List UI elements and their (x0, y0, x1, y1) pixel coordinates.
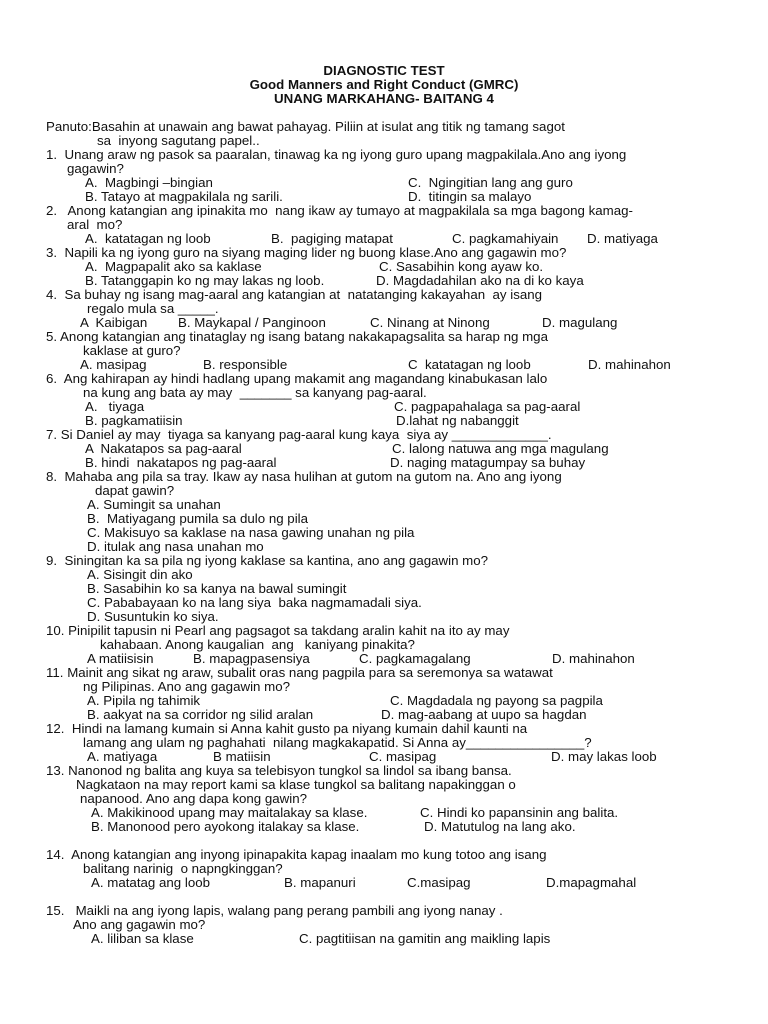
answer-choice: C. pagkamagalang (359, 651, 471, 666)
answer-choice: D. may lakas loob (551, 749, 657, 764)
answer-choice: A. Makikinood upang may maitalakay sa klase. (91, 805, 368, 820)
question-stem: 14. Anong katangian ang inyong ipinapakita kapag inaalam mo kung totoo ang isang (46, 847, 547, 862)
answer-choice: C. Sasabihin kong ayaw ko. (379, 259, 544, 274)
answer-choice: A. matatag ang loob (91, 875, 211, 890)
answer-choice: A matiisisin (87, 651, 154, 666)
question-stem: 2. Anong katangian ang ipinakita mo nang ikaw ay tumayo at magpakilala sa mga bagong kamag- (46, 203, 633, 218)
answer-choice: A. liliban sa klase (91, 931, 194, 946)
question-stem: 7. Si Daniel ay may tiyaga sa kanyang pag-aaral kung kaya siya ay _____________. (46, 427, 552, 442)
answer-choice: A Kaibigan (80, 315, 148, 330)
question-stem: 11. Mainit ang sikat ng araw, subalit oras nang pagpila para sa seremonya sa watawat (46, 665, 553, 680)
answer-choice: B. mapagpasensiya (193, 651, 310, 666)
question-stem: 12. Hindi na lamang kumain si Anna kahit gusto pa niyang kumain dahil kaunti na (46, 721, 528, 736)
answer-choice: B. Tatayo at magpakilala ng sarili. (85, 189, 283, 204)
answer-choice: C katatagan ng loob (408, 357, 531, 372)
answer-choice: C. Pababayaan ko na lang siya baka nagmamadali siya. (87, 595, 422, 610)
answer-choice: D.lahat ng nabanggit (396, 413, 519, 428)
question-stem: 6. Ang kahirapan ay hindi hadlang upang makamit ang magandang kinabukasan lalo (46, 371, 548, 386)
answer-choice: B. aakyat na sa corridor ng silid aralan (87, 707, 314, 722)
question-stem: kaklase at guro? (83, 343, 181, 358)
answer-choice: A. Pipila ng tahimik (87, 693, 201, 708)
question-stem: na kung ang bata ay may _______ sa kanyang pag-aaral. (83, 385, 427, 400)
question-stem: 8. Mahaba ang pila sa tray. Ikaw ay nasa hulihan at gutom na gutom na. Ano ang iyong (46, 469, 562, 484)
question-stem: 10. Pinipilit tapusin ni Pearl ang pagsagot sa takdang aralin kahit na ito ay may (46, 623, 510, 638)
question-stem: 3. Napili ka ng iyong guro na siyang maging lider ng buong klase.Ano ang gagawin mo? (46, 245, 567, 260)
answer-choice: B matiisin (213, 749, 271, 764)
answer-choice: B. responsible (203, 357, 288, 372)
answer-choice: A. Sumingit sa unahan (87, 497, 221, 512)
answer-choice: D. matiyaga (587, 231, 658, 246)
answer-choice: A. Magbingi –bingian (85, 175, 213, 190)
answer-choice: D. magulang (542, 315, 618, 330)
question-stem: kahabaan. Anong kaugalian ang kaniyang pinakita? (100, 637, 415, 652)
answer-choice: C.masipag (407, 875, 471, 890)
question-stem: 13. Nanonod ng balita ang kuya sa telebisyon tungkol sa lindol sa ibang bansa. (46, 763, 512, 778)
answer-choice: A. matiyaga (87, 749, 158, 764)
instructions-line: Panuto:Basahin at unawain ang bawat pahayag. Piliin at isulat ang titik ng tamang sagot (46, 119, 565, 134)
answer-choice: B. Matiyagang pumila sa dulo ng pila (87, 511, 309, 526)
question-stem: dapat gawin? (95, 483, 175, 498)
answer-choice: B. mapanuri (284, 875, 356, 890)
answer-choice: D. mahinahon (552, 651, 635, 666)
question-stem: 9. Siningitan ka sa pila ng iyong kaklase sa kantina, ano ang gagawin mo? (46, 553, 489, 568)
question-stem: lamang ang ulam ng paghahati nilang magkakapatid. Si Anna ay________________? (83, 735, 592, 750)
answer-choice: A. Sisingit din ako (87, 567, 193, 582)
answer-choice: D. naging matagumpay sa buhay (390, 455, 586, 470)
test-title: DIAGNOSTIC TEST (323, 63, 445, 78)
answer-choice: A. Magpapalit ako sa kaklase (85, 259, 262, 274)
instructions-line: sa inyong sagutang papel.. (97, 133, 260, 148)
answer-choice: A. katatagan ng loob (85, 231, 211, 246)
question-stem: Ano ang gagawin mo? (73, 917, 206, 932)
answer-choice: B. Maykapal / Panginoon (178, 315, 326, 330)
question-stem: balitang narinig o napngkinggan? (83, 861, 283, 876)
answer-choice: C. lalong natuwa ang mga magulang (392, 441, 609, 456)
question-stem: 15. Maikli na ang iyong lapis, walang pang perang pambili ang iyong nanay . (46, 903, 503, 918)
answer-choice: A. tiyaga (85, 399, 145, 414)
answer-choice: A. masipag (80, 357, 147, 372)
answer-choice: B. Manonood pero ayokong italakay sa klase. (91, 819, 360, 834)
question-stem: Nagkataon na may report kami sa klase tungkol sa balitang napakinggan o (76, 777, 516, 792)
answer-choice: C. Ngingitian lang ang guro (408, 175, 573, 190)
answer-choice: C. masipag (369, 749, 437, 764)
answer-choice: B. pagiging matapat (271, 231, 393, 246)
answer-choice: C. pagkamahiyain (452, 231, 559, 246)
answer-choice: C. pagpapahalaga sa pag-aaral (394, 399, 581, 414)
answer-choice: C. Ninang at Ninong (370, 315, 490, 330)
question-stem: ng Pilipinas. Ano ang gagawin mo? (83, 679, 290, 694)
answer-choice: B. Tatanggapin ko ng may lakas ng loob. (85, 273, 325, 288)
answer-choice: C. Hindi ko papansinin ang balita. (420, 805, 619, 820)
question-stem: aral mo? (67, 217, 123, 232)
answer-choice: D. Susuntukin ko siya. (87, 609, 219, 624)
answer-choice: B. pagkamatiisin (85, 413, 183, 428)
question-stem: 4. Sa buhay ng isang mag-aaral ang katangian at natatanging kakayahan ay isang (46, 287, 543, 302)
answer-choice: D. itulak ang nasa unahan mo (87, 539, 264, 554)
answer-choice: C. Makisuyo sa kaklase na nasa gawing unahan ng pila (87, 525, 415, 540)
answer-choice: D. Matutulog na lang ako. (424, 819, 576, 834)
question-stem: regalo mula sa _____. (87, 301, 219, 316)
answer-choice: C. pagtitiisan na gamitin ang maikling lapis (299, 931, 551, 946)
answer-choice: D. mag-aabang at uupo sa hagdan (381, 707, 587, 722)
answer-choice: B. hindi nakatapos ng pag-aaral (85, 455, 277, 470)
answer-choice: B. Sasabihin ko sa kanya na bawal sumingit (87, 581, 347, 596)
test-grade-level: UNANG MARKAHANG- BAITANG 4 (274, 91, 494, 106)
answer-choice: D. titingin sa malayo (408, 189, 532, 204)
question-stem: napanood. Ano ang dapa kong gawin? (80, 791, 307, 806)
answer-choice: C. Magdadala ng payong sa pagpila (390, 693, 603, 708)
question-stem: gagawin? (67, 161, 124, 176)
answer-choice: D. Magdadahilan ako na di ko kaya (376, 273, 584, 288)
answer-choice: D. mahinahon (588, 357, 671, 372)
test-subject: Good Manners and Right Conduct (GMRC) (249, 77, 519, 92)
question-stem: 5. Anong katangian ang tinataglay ng isang batang nakakapagsalita sa harap ng mga (46, 329, 548, 344)
answer-choice: A Nakatapos sa pag-aaral (85, 441, 242, 456)
question-stem: 1. Unang araw ng pasok sa paaralan, tinawag ka ng iyong guro upang magpakilala.Ano ang iyong (46, 147, 627, 162)
answer-choice: D.mapagmahal (546, 875, 637, 890)
